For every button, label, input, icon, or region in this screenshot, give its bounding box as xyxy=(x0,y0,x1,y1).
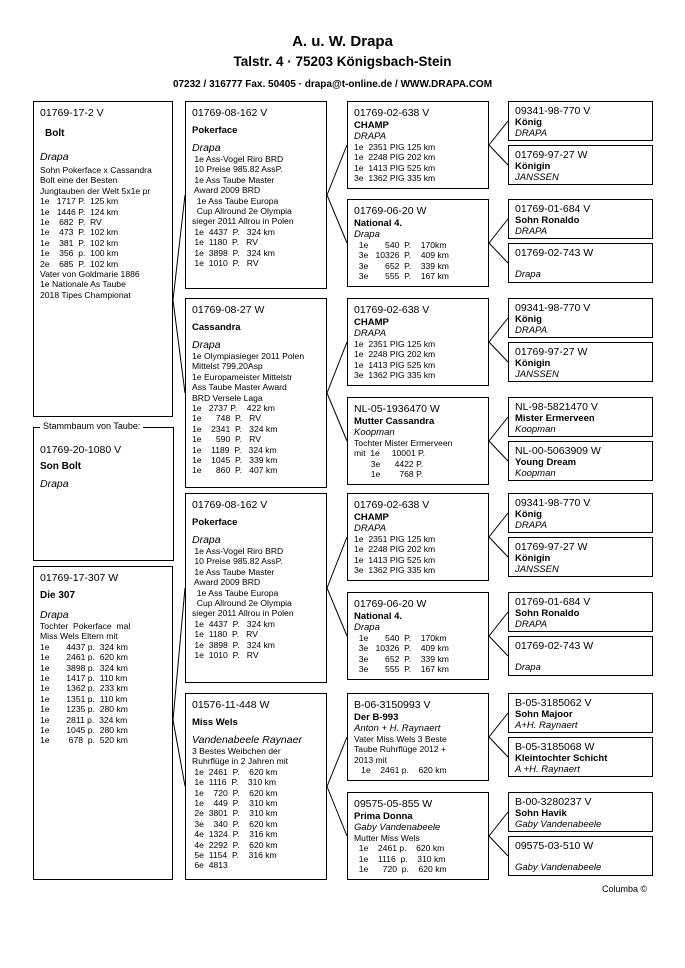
performance-line: 1e 678 p. 520 km xyxy=(40,735,128,746)
breeder: DRAPA xyxy=(354,131,387,142)
performance-line: 1e 1413 PIG 525 km xyxy=(354,554,436,565)
connector-line xyxy=(327,393,347,441)
breeder: Drapa xyxy=(40,151,69,163)
performance-line: 1e 1417 p. 110 km xyxy=(40,673,128,684)
breeder: Drapa xyxy=(40,609,69,621)
connector-line xyxy=(327,787,347,837)
ring-number: 01769-02-743 W xyxy=(515,640,594,652)
performance-line: Mittelst 799,20Asp xyxy=(192,361,263,372)
performance-line: Cup Allround 2e Olympia xyxy=(192,598,292,609)
breeder: DRAPA xyxy=(354,523,387,534)
breeder: DRAPA xyxy=(354,328,387,339)
pigeon-name: Mutter Cassandra xyxy=(354,416,435,427)
performance-line: 1e 1446 P. 124 km xyxy=(40,206,119,217)
breeder: JANSSEN xyxy=(515,172,559,183)
breeder: Drapa xyxy=(192,142,221,154)
performance-line: 3e 1362 PIG 335 km xyxy=(354,565,436,576)
performance-list xyxy=(348,633,488,675)
stammbaum-label: Stammbaum von Taube: xyxy=(40,421,143,431)
pigeon-name: Kleintochter Schicht xyxy=(515,753,608,764)
pigeon-name: Sohn Havik xyxy=(515,808,567,819)
grandparent-card xyxy=(347,199,489,287)
performance-line: 3e 555 P. 167 km xyxy=(354,271,449,282)
performance-line: 1e 381 P. 102 km xyxy=(40,237,119,248)
performance-line: 1e 449 P. 310 km xyxy=(192,798,278,809)
grandparent-card xyxy=(347,101,489,189)
ring-number: B-06-3150993 V xyxy=(354,699,431,711)
performance-list xyxy=(348,142,488,184)
parent-card xyxy=(185,298,327,488)
breeder: Vandenabeele Raynaer xyxy=(192,734,302,746)
grandparent-card xyxy=(347,792,489,880)
pigeon-name: National 4. xyxy=(354,218,403,229)
connector-line xyxy=(489,417,508,441)
pigeon-name: Mister Ermerveen xyxy=(515,413,595,424)
ring-number: NL-98-5821470 V xyxy=(515,401,598,413)
performance-line: 2e 3801 P. 310 km xyxy=(192,808,278,819)
breeder: Anton + H. Raynaert xyxy=(354,723,441,734)
stammbaum-breeder: Drapa xyxy=(40,478,69,490)
connector-line xyxy=(327,737,347,787)
performance-line: 1e 2351 PIG 125 km xyxy=(354,339,436,349)
performance-line: mit 1e 10001 P. xyxy=(354,448,426,459)
performance-line: Cup Allround 2e Olympia xyxy=(192,206,292,217)
performance-line: 6e 4813 xyxy=(192,860,228,871)
performance-line: 2013 mit xyxy=(354,754,387,765)
ring-number: 01769-01-684 V xyxy=(515,203,591,215)
performance-line: 1e 1180 P. RV xyxy=(192,629,258,640)
performance-line: Vater Miss Wels 3 Beste xyxy=(354,734,447,744)
performance-line: 1e 2248 PIG 202 km xyxy=(354,152,436,163)
connector-line xyxy=(173,720,185,786)
breeder: Gaby Vandenabeele xyxy=(354,822,441,833)
breeder: Gaby Vandenabeele xyxy=(515,819,602,830)
great-grandparent-card xyxy=(508,145,653,185)
performance-line: 1e 540 P. 170km xyxy=(354,240,447,250)
breeder: DRAPA xyxy=(515,325,548,336)
performance-line: 4e 1324 P. 316 km xyxy=(192,829,278,840)
performance-list xyxy=(186,746,326,871)
contact-line: 07232 / 316777 Fax. 50405 · drapa@t-online.de / WWW.DRAPA.COM xyxy=(172,79,493,90)
performance-line: 1e Ass-Vogel Riro BRD xyxy=(192,154,284,164)
performance-list xyxy=(348,240,488,282)
great-grandparent-card xyxy=(508,441,653,481)
breeder: Drapa xyxy=(192,534,221,546)
breeder: Koopman xyxy=(515,468,556,479)
performance-line: 1e 4437 P. 324 km xyxy=(192,226,275,237)
great-grandparent-card xyxy=(508,836,653,876)
performance-list xyxy=(34,621,172,746)
great-grandparent-card xyxy=(508,636,653,676)
grandparent-card xyxy=(347,493,489,581)
performance-line: 10 Preise 985.82 AssP. xyxy=(192,164,283,175)
performance-line: Ruhrflüge in 2 Jahren mit xyxy=(192,756,289,767)
performance-line: 1e 1010 P. RV xyxy=(192,650,259,661)
performance-line: 1e 2461 p. 620 km xyxy=(354,843,445,854)
pigeon-name: Cassandra xyxy=(192,322,241,333)
performance-line: 1e 2461 p. 620 km xyxy=(40,652,128,663)
performance-line: 1e Europameister Mittelstr xyxy=(192,371,293,382)
connector-line xyxy=(327,588,347,636)
grandparent-card xyxy=(347,693,489,781)
performance-line: 1e 473 P. 102 km xyxy=(40,227,119,238)
ring-number: 01769-97-27 W xyxy=(515,541,588,553)
performance-line: Taube Ruhrflüge 2012 + xyxy=(354,744,446,755)
connector-line xyxy=(489,513,508,537)
great-grandparent-card xyxy=(508,397,653,437)
performance-line: 1e 1045 P. 339 km xyxy=(192,455,278,466)
performance-line: 1e 1413 PIG 525 km xyxy=(354,162,436,173)
pigeon-name: CHAMP xyxy=(354,317,389,328)
pigeon-name: Prima Donna xyxy=(354,811,413,822)
grandparent-card xyxy=(347,592,489,680)
performance-line: 3e 10326 P. 409 km xyxy=(354,250,449,261)
connector-line xyxy=(489,121,508,145)
connector-line xyxy=(489,537,508,557)
great-grandparent-card xyxy=(508,342,653,382)
performance-line: 1e Ass-Vogel Riro BRD xyxy=(192,546,284,556)
breeder: Drapa xyxy=(515,269,541,280)
performance-line: 1e Olympiasieger 2011 Polen xyxy=(192,351,305,361)
performance-line: 4e 2292 P. 620 km xyxy=(192,839,278,850)
ring-number: 01576-11-448 W xyxy=(192,699,270,711)
performance-line: 3e 340 P. 620 km xyxy=(192,818,278,829)
address: Talstr. 4 · 75203 Königsbach-Stein xyxy=(233,54,452,69)
ring-number: 01769-02-638 V xyxy=(354,107,430,119)
breeder: A +H. Raynaert xyxy=(515,764,580,775)
performance-line: 1e 1717 P. 125 km xyxy=(40,196,119,207)
breeder: Koopman xyxy=(354,427,395,438)
great-grandparent-card xyxy=(508,693,653,733)
breeder: Drapa xyxy=(354,622,380,633)
parent-card xyxy=(185,693,327,880)
ring-number: 01769-02-638 V xyxy=(354,499,430,511)
breeder: Koopman xyxy=(515,424,556,435)
great-grandparent-card xyxy=(508,737,653,777)
performance-list xyxy=(348,833,488,875)
grandparent-card xyxy=(347,397,489,485)
parent-card xyxy=(185,101,327,289)
performance-line: 1e 720 p. 620 km xyxy=(354,864,447,875)
pigeon-name: Pokerface xyxy=(192,517,238,528)
performance-list xyxy=(186,546,326,660)
pigeon-name: König xyxy=(515,314,542,325)
pigeon-name: Königin xyxy=(515,161,551,172)
ring-number: 01769-17-2 V xyxy=(40,107,104,119)
performance-line: 10 Preise 985.82 AssP. xyxy=(192,556,283,567)
performance-line: Bolt eine der Besten xyxy=(40,175,118,186)
breeder: Drapa xyxy=(354,229,380,240)
performance-line: 1e 2461 P. 620 km xyxy=(192,766,278,777)
performance-line: 1e 1189 P. 324 km xyxy=(192,444,277,455)
performance-line: 1e 1116 P. 310 km xyxy=(192,777,277,788)
performance-line: 1e 4437 P. 324 km xyxy=(192,618,275,629)
performance-line: Jungtauben der Welt 5x1e pr xyxy=(40,185,151,196)
performance-line: 2e 685 P. 102 km xyxy=(40,258,119,269)
connector-line xyxy=(489,636,508,656)
performance-line: 1e Ass Taube Europa xyxy=(192,587,279,598)
pigeon-name: Bolt xyxy=(45,128,65,139)
performance-list xyxy=(348,734,488,776)
ring-number: 01769-97-27 W xyxy=(515,149,588,161)
great-grandparent-card xyxy=(508,493,653,533)
performance-line: 1e 3898 p. 324 km xyxy=(40,662,128,673)
connector-line xyxy=(489,836,508,856)
great-grandparent-card xyxy=(508,298,653,338)
pigeon-name: Die 307 xyxy=(40,590,76,601)
ring-number: 01769-08-162 V xyxy=(192,499,268,511)
performance-list xyxy=(34,163,172,300)
pigeon-name: Sohn Majoor xyxy=(515,709,573,720)
connector-line xyxy=(489,713,508,737)
performance-list xyxy=(348,534,488,576)
performance-line: 1e Ass Taube Master xyxy=(192,174,275,185)
performance-line: 1e 540 P. 170km xyxy=(354,633,447,643)
performance-line: 1e 2737 P. 422 km xyxy=(192,403,275,414)
performance-list xyxy=(348,339,488,381)
pigeon-name: Young Dream xyxy=(515,457,577,468)
performance-line: 1e 1045 p. 280 km xyxy=(40,725,128,736)
breeder: JANSSEN xyxy=(515,369,559,380)
performance-line: BRD Versele Laga xyxy=(192,392,263,403)
performance-line: 5e 1154 P. 316 km xyxy=(192,850,277,861)
performance-line: 3 Bestes Weibchen der xyxy=(192,746,281,756)
ring-number: B-05-3185068 W xyxy=(515,741,595,753)
connector-line xyxy=(489,342,508,362)
dam-card xyxy=(33,566,173,880)
pigeon-name: König xyxy=(515,509,542,520)
great-grandparent-card xyxy=(508,243,653,283)
performance-line: 1e 682 P. RV xyxy=(40,217,102,228)
performance-line: 1e 1010 P. RV xyxy=(192,258,259,269)
performance-line: 1e 2248 PIG 202 km xyxy=(354,544,436,555)
pigeon-name: Pokerface xyxy=(192,125,238,136)
pigeon-name: Miss Wels xyxy=(192,717,238,728)
connector-line xyxy=(489,219,508,243)
pigeon-name: Königin xyxy=(515,358,551,369)
performance-line: 1e 2351 PIG 125 km xyxy=(354,534,436,544)
performance-line: 1e 4437 p. 324 km xyxy=(40,641,128,652)
performance-line: 3e 10326 P. 409 km xyxy=(354,643,449,654)
stammbaum-ring-number: 01769-20-1080 V xyxy=(40,444,122,456)
performance-line: 1e 3898 P. 324 km xyxy=(192,247,275,258)
performance-line: Award 2009 BRD xyxy=(192,577,261,588)
performance-line: Ass Taube Master Award xyxy=(192,382,287,393)
ring-number: 09341-98-770 V xyxy=(515,105,591,117)
performance-line: 3e 1362 PIG 335 km xyxy=(354,173,436,184)
connector-line xyxy=(173,195,185,300)
connector-line xyxy=(327,342,347,393)
breeder: DRAPA xyxy=(515,619,548,630)
connector-line xyxy=(327,537,347,588)
connector-line xyxy=(489,441,508,461)
performance-line: 1e 1362 p. 233 km xyxy=(40,683,128,694)
pigeon-name: CHAMP xyxy=(354,512,389,523)
connector-line xyxy=(489,737,508,757)
performance-line: Mutter Miss Wels xyxy=(354,833,420,843)
performance-line: 1e 2351 PIG 125 km xyxy=(354,142,436,152)
breeder: DRAPA xyxy=(515,128,548,139)
ring-number: 01769-08-27 W xyxy=(192,304,265,316)
pigeon-name: CHAMP xyxy=(354,120,389,131)
performance-line: 3e 1362 PIG 335 km xyxy=(354,370,436,381)
performance-line: 3e 555 P. 167 km xyxy=(354,664,449,675)
performance-line: 1e 2811 p. 324 km xyxy=(40,714,128,725)
performance-line: 1e 748 P. RV xyxy=(192,413,261,424)
performance-line: 1e 2248 PIG 202 km xyxy=(354,349,436,360)
parent-card xyxy=(185,493,327,683)
performance-line: 1e 2341 P. 324 km xyxy=(192,423,278,434)
pigeon-name: Sohn Ronaldo xyxy=(515,608,580,619)
performance-line: Vater von Goldmarie 1886 xyxy=(40,269,140,280)
connector-line xyxy=(327,195,347,243)
footer-credit: Columba © xyxy=(602,884,648,894)
performance-line: 1e Ass Taube Master xyxy=(192,566,275,577)
performance-line: 1e 860 P. 407 km xyxy=(192,465,278,476)
performance-line: 1e 2461 p. 620 km xyxy=(354,765,447,776)
grandparent-card xyxy=(347,298,489,386)
pigeon-name: Der B-993 xyxy=(354,712,399,723)
performance-line: 1e 590 P. RV xyxy=(192,434,261,445)
performance-line: 3e 652 P. 339 km xyxy=(354,260,449,271)
pigeon-name: Sohn Ronaldo xyxy=(515,215,580,226)
ring-number: 09575-05-855 W xyxy=(354,798,433,810)
ring-number: NL-05-1936470 W xyxy=(354,403,440,415)
performance-line: 1e Nationale As Taube xyxy=(40,279,126,290)
performance-line: 1e 768 P. xyxy=(354,469,424,480)
breeder: DRAPA xyxy=(515,520,548,531)
connector-line xyxy=(489,145,508,165)
performance-line: 2018 Tipes Championat xyxy=(40,289,131,300)
stammbaum-name: Son Bolt xyxy=(40,461,82,472)
ring-number: 01769-02-743 W xyxy=(515,247,594,259)
breeder: Drapa xyxy=(192,339,221,351)
ring-number: 01769-02-638 V xyxy=(354,304,430,316)
performance-line: 1e 3898 P. 324 km xyxy=(192,639,275,650)
performance-list xyxy=(186,154,326,268)
ring-number: B-00-3280237 V xyxy=(515,796,592,808)
breeder: A+H. Raynaert xyxy=(515,720,578,731)
great-grandparent-card xyxy=(508,537,653,577)
connector-line xyxy=(173,588,185,720)
performance-line: 1e 1351 p. 110 km xyxy=(40,693,128,704)
performance-line: 1e 1180 P. RV xyxy=(192,237,258,248)
ring-number: 01769-17-307 W xyxy=(40,572,119,584)
performance-line: Tochter Pokerface mal xyxy=(40,621,131,631)
great-grandparent-card xyxy=(508,101,653,141)
performance-line: sieger 2011 Allrou in Polen xyxy=(192,216,294,227)
breeder: JANSSEN xyxy=(515,564,559,575)
ring-number: 09341-98-770 V xyxy=(515,497,591,509)
ring-number: 09575-03-510 W xyxy=(515,840,594,852)
performance-line: Tochter Mister Ermerveen xyxy=(354,438,453,448)
pigeon-name: National 4. xyxy=(354,611,403,622)
great-grandparent-card xyxy=(508,792,653,832)
performance-list xyxy=(348,438,488,480)
breeder: Drapa xyxy=(515,662,541,673)
pigeon-name: König xyxy=(515,117,542,128)
performance-line: 1e 356 p. 100 km xyxy=(40,248,119,259)
performance-line: sieger 2011 Allrou in Polen xyxy=(192,608,294,619)
ring-number: 01769-01-684 V xyxy=(515,596,591,608)
connector-line xyxy=(489,243,508,263)
performance-line: Award 2009 BRD xyxy=(192,185,261,196)
performance-line: 1e 1413 PIG 525 km xyxy=(354,359,436,370)
performance-line: Miss Wels Eltern mit xyxy=(40,631,118,642)
ring-number: 01769-97-27 W xyxy=(515,346,588,358)
performance-line: 1e 1235 p. 280 km xyxy=(40,704,128,715)
breeder: Gaby Vandenabeele xyxy=(515,862,602,873)
performance-line: 1e Ass Taube Europa xyxy=(192,195,279,206)
breeder: DRAPA xyxy=(515,226,548,237)
ring-number: 01769-06-20 W xyxy=(354,205,427,217)
performance-line: 1e 720 P. 620 km xyxy=(192,787,278,798)
performance-line: 1e 1116 p. 310 km xyxy=(354,853,446,864)
performance-line: 3e 4422 P. xyxy=(354,458,424,469)
page-title: A. u. W. Drapa xyxy=(292,33,393,50)
performance-list xyxy=(186,351,326,476)
connector-line xyxy=(489,612,508,636)
great-grandparent-card xyxy=(508,592,653,632)
connector-line xyxy=(489,318,508,342)
ring-number: B-05-3185062 V xyxy=(515,697,592,709)
connector-line xyxy=(489,812,508,836)
ring-number: 09341-98-770 V xyxy=(515,302,591,314)
main-pigeon-card xyxy=(33,101,173,417)
performance-line: 3e 652 P. 339 km xyxy=(354,653,449,664)
ring-number: 01769-06-20 W xyxy=(354,598,427,610)
connector-line xyxy=(327,145,347,195)
performance-line: Sohn Pokerface x Cassandra xyxy=(40,165,152,175)
great-grandparent-card xyxy=(508,199,653,239)
ring-number: NL-00-5063909 W xyxy=(515,445,601,457)
ring-number: 01769-08-162 V xyxy=(192,107,268,119)
connector-line xyxy=(173,300,185,393)
pigeon-name: Königin xyxy=(515,553,551,564)
